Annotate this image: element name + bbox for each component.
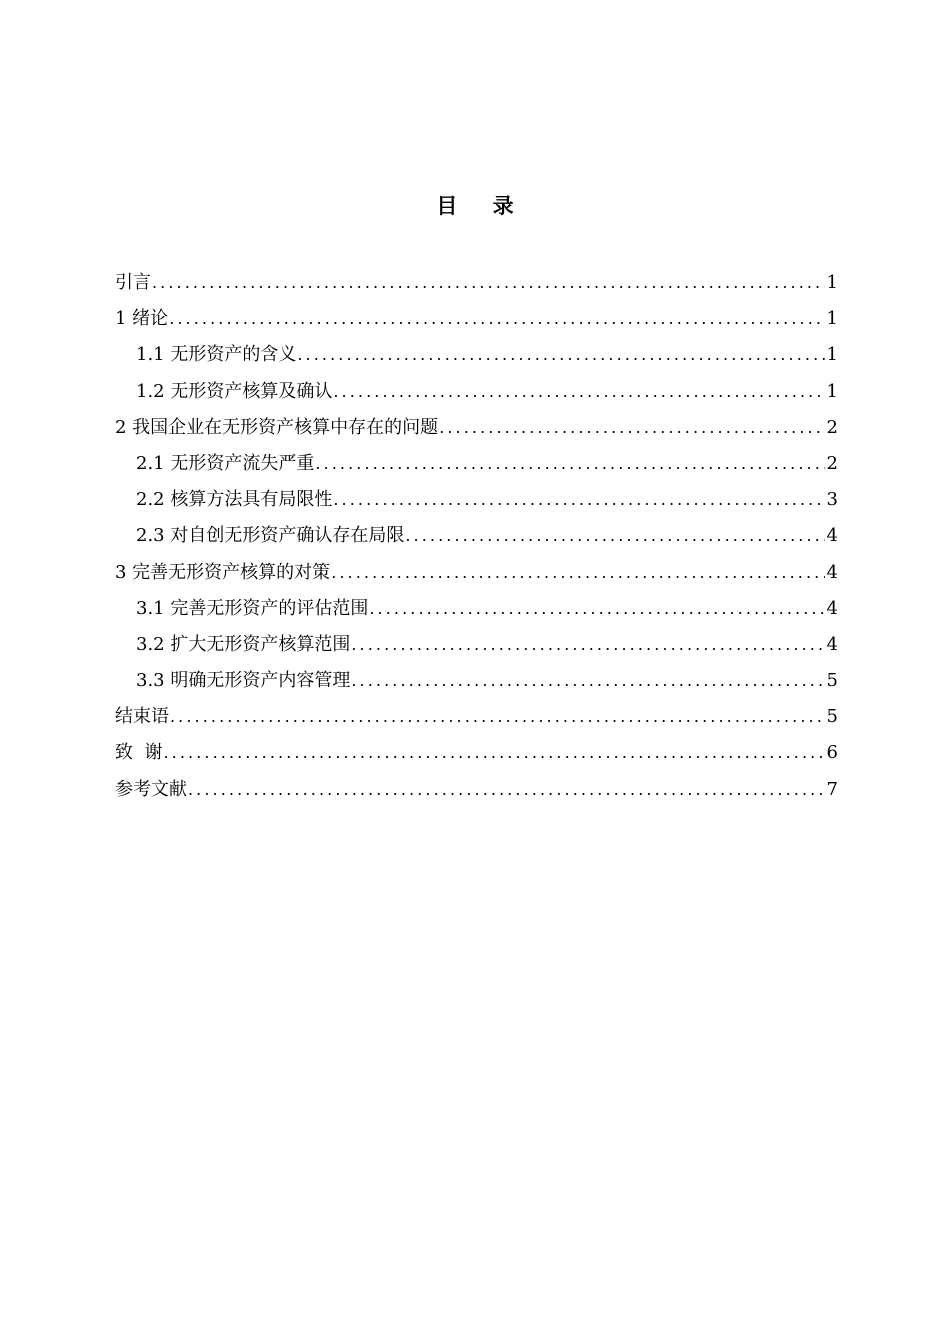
toc-entry-label: 3 完善无形资产核算的对策 — [115, 561, 331, 583]
toc-page-number: 3 — [826, 489, 838, 511]
toc-title: 目 录 — [436, 194, 528, 218]
toc-entry-label: 结束语 — [115, 706, 169, 728]
toc-dot-leader — [351, 627, 824, 663]
toc-dot-leader — [163, 735, 824, 771]
toc-entry[interactable] — [115, 518, 838, 554]
toc-page-number: 7 — [826, 778, 838, 800]
toc-entry-label: 3.3 明确无形资产内容管理 — [136, 670, 351, 692]
toc-entry-label: 致 谢 — [115, 742, 163, 764]
toc-entry[interactable] — [115, 337, 838, 373]
toc-entry[interactable] — [115, 446, 838, 482]
toc-entry-label: 1 绪论 — [115, 308, 169, 330]
toc-entry[interactable] — [115, 591, 838, 627]
toc-entry-label: 2 我国企业在无形资产核算中存在的问题 — [115, 416, 439, 438]
toc-entry[interactable] — [115, 410, 838, 446]
toc-page-number: 4 — [826, 597, 838, 619]
toc-entry-label: 引言 — [115, 272, 151, 293]
toc-page-number: 4 — [826, 561, 838, 583]
toc-dot-leader — [188, 772, 825, 808]
toc-page-number: 4 — [826, 633, 838, 655]
toc-dot-leader — [315, 446, 824, 482]
toc-dot-leader — [331, 555, 824, 591]
toc-entry[interactable] — [115, 699, 838, 735]
toc-dot-leader — [369, 591, 824, 627]
toc-entry[interactable] — [115, 735, 838, 771]
toc-entry-label: 2.2 核算方法具有局限性 — [136, 489, 333, 511]
toc-page-number: 1 — [826, 380, 838, 402]
toc-entry-label: 1.2 无形资产核算及确认 — [136, 380, 333, 402]
toc-entry[interactable] — [115, 482, 838, 518]
toc-dot-leader — [439, 410, 824, 446]
toc-entry-label: 3.1 完善无形资产的评估范围 — [136, 597, 369, 619]
toc-dot-leader — [152, 265, 825, 301]
toc-page-number: 4 — [826, 525, 838, 547]
toc-dot-leader — [170, 699, 825, 735]
toc-page-number: 2 — [826, 416, 838, 438]
toc-entry-label: 参考文献 — [115, 778, 187, 800]
toc-page-number: 1 — [826, 344, 838, 366]
toc-entry[interactable] — [115, 772, 838, 808]
toc-entry-label: 3.2 扩大无形资产核算范围 — [136, 633, 351, 655]
toc-page-number: 1 — [826, 308, 838, 330]
toc-page-number: 5 — [826, 706, 838, 728]
table-of-contents — [115, 265, 838, 808]
toc-entry-label: 2.3 对自创无形资产确认存在局限 — [136, 525, 405, 547]
toc-dot-leader — [333, 482, 824, 518]
toc-dot-leader — [169, 301, 824, 337]
toc-page-number: 6 — [826, 742, 838, 764]
toc-page-number: 1 — [826, 272, 838, 293]
toc-entry-label: 1.1 无形资产的含义 — [136, 344, 297, 366]
toc-dot-leader — [333, 374, 824, 410]
toc-entry[interactable] — [115, 374, 838, 410]
toc-entry[interactable] — [115, 265, 838, 301]
toc-page-number: 5 — [826, 670, 838, 692]
toc-entry[interactable] — [115, 663, 838, 699]
toc-entry[interactable] — [115, 301, 838, 337]
toc-entry[interactable] — [115, 627, 838, 663]
toc-dot-leader — [405, 518, 824, 554]
toc-entry-label: 2.1 无形资产流失严重 — [136, 452, 315, 474]
toc-page-number: 2 — [826, 452, 838, 474]
toc-entry[interactable] — [115, 555, 838, 591]
toc-dot-leader — [351, 663, 824, 699]
toc-dot-leader — [297, 337, 824, 373]
